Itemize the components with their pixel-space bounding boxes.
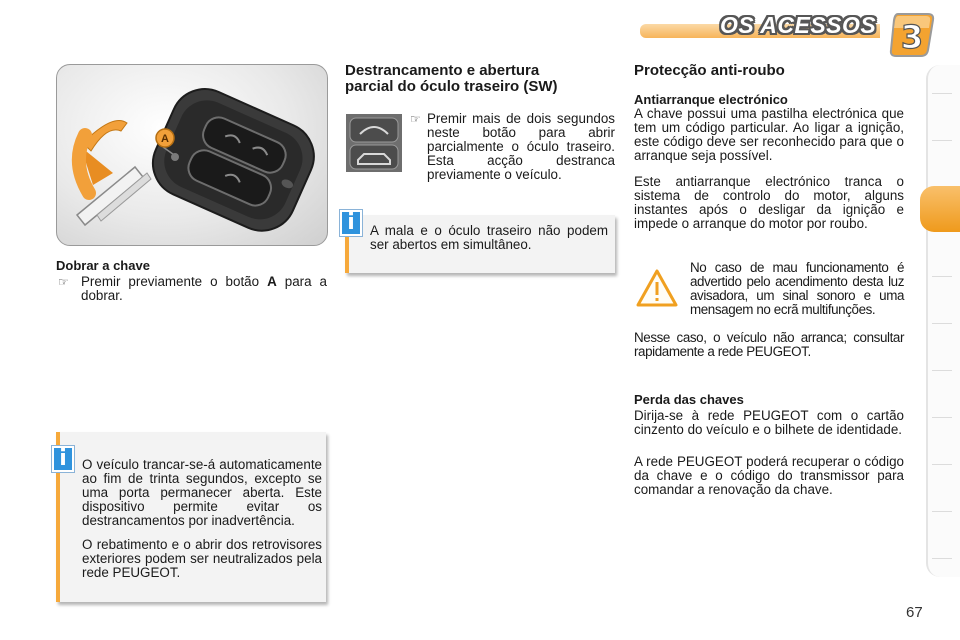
rear-screen-button-icon: [346, 114, 402, 172]
chapter-badge: [888, 10, 936, 58]
info-auto-lock-text: O veículo trancar-se-á automaticamente ao fim de trinta segundos, excepto se uma porta permanecer aberta. Este dispositivo permite evitar os destrancamentos por inadvertência.: [82, 457, 322, 528]
rear-screen-heading: Destrancamento e abertura parcial do óculo traseiro (SW): [345, 62, 558, 95]
lost-keys-text-1: Dirija-se à rede PEUGEOT com o cartão cinzento do veículo e o bilhete de identidade.: [634, 408, 904, 437]
tab-divider: [932, 323, 952, 324]
fold-heading: Dobrar a chave: [56, 258, 150, 273]
immobiliser-heading: Antiarranque electrónico: [634, 92, 788, 107]
chapter-tabs: [926, 65, 960, 577]
chapter-tab-active: [920, 186, 960, 232]
immobiliser-text-1: A chave possui uma pastilha electrónica que tem um código particular. Ao ligar a ignição, este código deve ser reconhecido para que o arranque seja possível.: [634, 106, 904, 163]
page-title: OS ACESSOS: [720, 12, 877, 38]
tab-divider: [932, 464, 952, 465]
info-simultaneous-text: A mala e o óculo traseiro não podem ser abertos em simultâneo.: [370, 223, 608, 252]
key-fold-illustration: [56, 64, 328, 246]
fold-instruction: Premir previamente o botão A para a dobrar.: [81, 274, 327, 303]
info-icon: i: [52, 446, 74, 472]
page-number: 67: [906, 604, 923, 621]
warning-followup-text: Nesse caso, o veículo não arranca; consultar rapidamente a rede PEUGEOT.: [634, 330, 904, 359]
tab-divider: [932, 93, 952, 94]
tab-divider: [932, 140, 952, 141]
pointing-hand-icon: ☞: [410, 112, 421, 126]
tab-divider: [932, 417, 952, 418]
tab-divider: [932, 511, 952, 512]
info-mirrors-text: O rebatimento e o abrir dos retrovisores exteriores podem ser neutralizados pela rede PEUGEOT.: [82, 537, 322, 580]
chapter-number: 3: [900, 18, 924, 56]
anti-theft-heading: Protecção anti-roubo: [634, 62, 785, 79]
tab-divider: [932, 370, 952, 371]
rear-screen-instruction: Premir mais de dois segundos neste botão para abrir parcialmente o óculo traseiro. Esta acção destranca previamente o veículo.: [427, 111, 615, 182]
warning-text: No caso de mau funcionamento é advertido pelo acendimento desta luz avisadora, um sinal sonoro e uma mensagem no ecrã multifunções.: [690, 260, 904, 317]
immobiliser-text-2: Este antiarranque electrónico tranca o sistema de controlo do motor, alguns instantes após o desligar da ignição e impede o arranque do motor por roubo.: [634, 174, 904, 231]
warning-triangle-icon: [635, 268, 679, 308]
pointing-hand-icon: ☞: [58, 275, 69, 289]
tab-divider: [932, 276, 952, 277]
lost-keys-text-2: A rede PEUGEOT poderá recuperar o código da chave e o código do transmissor para comandar a renovação da chave.: [634, 454, 904, 497]
tab-divider: [932, 558, 952, 559]
button-a-label: A: [161, 133, 169, 145]
info-icon: i: [340, 210, 362, 236]
lost-keys-heading: Perda das chaves: [634, 392, 744, 407]
